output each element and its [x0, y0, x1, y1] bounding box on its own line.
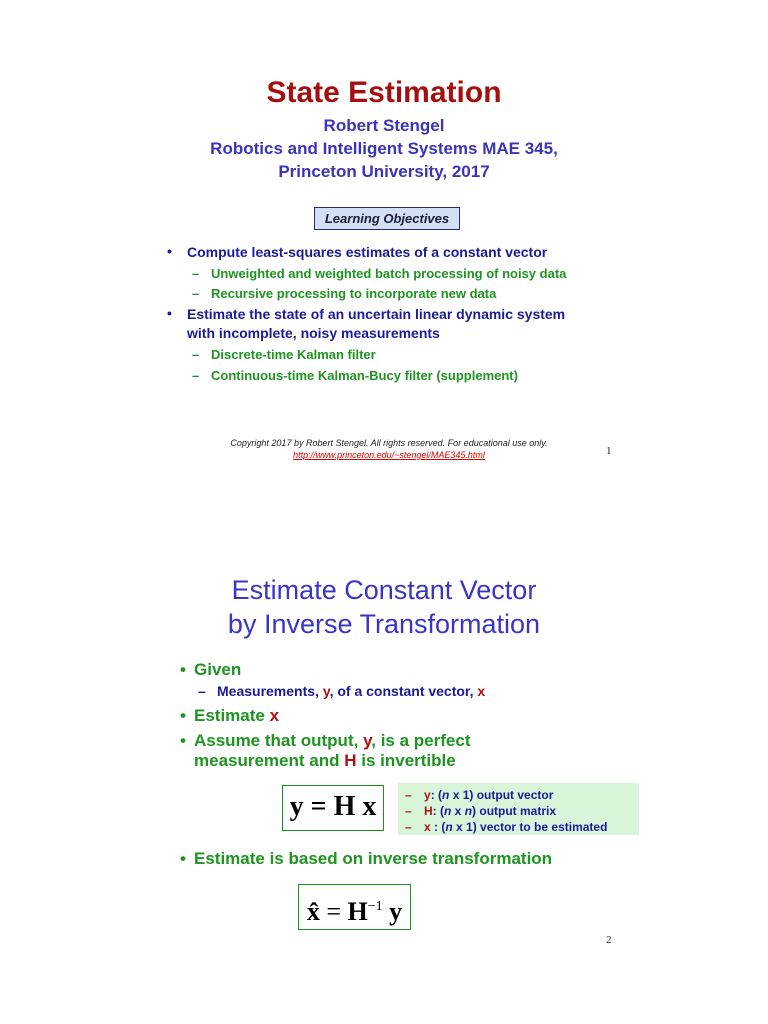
variable-legend: [398, 783, 639, 835]
legend-text: : (: [432, 804, 444, 818]
legend-dim: n: [444, 804, 452, 818]
measurements-line: [198, 683, 486, 699]
page-number-1: 1: [606, 445, 612, 457]
equation-y-equals-hx: y = H x: [282, 785, 384, 831]
objective-2-sub-1-text: Discrete-time Kalman filter: [211, 347, 376, 362]
assume-bullet: [180, 731, 471, 751]
objective-bullet-2: [167, 305, 566, 324]
legend-text: : (: [430, 788, 443, 802]
equation-H: H: [347, 897, 368, 926]
assume-line2: [194, 751, 456, 771]
objective-2-sub-2: [192, 366, 518, 385]
objective-1-text: Compute least-squares estimates of a constant vector: [187, 244, 548, 260]
measurements-middle: , of a constant vector,: [329, 683, 478, 699]
slide1-title: State Estimation: [266, 76, 502, 109]
objective-bullet-1: [167, 243, 548, 262]
measurements-x: x: [477, 683, 486, 699]
objective-bullet-2-line2: with incomplete, noisy measurements: [187, 325, 440, 341]
assume-y: y: [363, 731, 372, 750]
legend-text: x 1) output vector: [449, 788, 554, 802]
legend-text: x 1) vector to be estimated: [452, 820, 608, 834]
objective-1-sub-2-text: Recursive processing to incorporate new data: [211, 286, 497, 301]
sub-dash: –: [192, 266, 200, 281]
course-name: Robotics and Intelligent Systems MAE 345,: [210, 139, 558, 158]
copyright-notice: Copyright 2017 by Robert Stengel. All rights reserved. For educational use only.: [230, 438, 548, 448]
course-url-link[interactable]: http://www.princeton.edu/~stengel/MAE345.html: [293, 450, 485, 460]
assume-line2-suffix: is invertible: [356, 751, 456, 770]
bullet-dot: •: [180, 660, 186, 679]
equation-equals: =: [319, 897, 348, 926]
legend-text: : (: [430, 820, 446, 834]
page-number-2: 2: [606, 934, 612, 946]
legend-text: x: [451, 804, 465, 818]
equation-exponent: −1: [367, 899, 383, 914]
author-name: Robert Stengel: [323, 116, 445, 135]
legend-dim: n: [464, 804, 473, 818]
legend-dim: n: [445, 820, 453, 834]
legend-row-H: [405, 803, 639, 819]
assume-prefix: Assume that output,: [194, 731, 364, 750]
bullet-dot: •: [167, 243, 172, 259]
learning-objectives-label: Learning Objectives: [314, 207, 460, 230]
legend-dim: n: [442, 788, 450, 802]
legend-sym-y: y: [424, 788, 431, 802]
equation-xhat-inverse: [298, 884, 411, 930]
assume-H: H: [344, 751, 357, 770]
equation-xhat: x̂: [306, 897, 320, 926]
sub-dash: –: [192, 286, 200, 301]
sub-dash: –: [192, 347, 200, 362]
estimate-prefix: Estimate: [194, 706, 270, 725]
legend-dash: –: [405, 788, 412, 802]
bullet-dot: •: [180, 706, 186, 725]
legend-dash: –: [405, 804, 412, 818]
estimate-x: x: [269, 706, 280, 725]
assume-line2-prefix: measurement and: [194, 751, 345, 770]
objective-1-sub-1-text: Unweighted and weighted batch processing of noisy data: [211, 266, 567, 281]
inverse-bullet-text: Estimate is based on inverse transformation: [194, 849, 553, 868]
estimate-bullet: [180, 706, 280, 726]
bullet-dot: •: [180, 849, 186, 868]
sub-dash: –: [198, 683, 206, 699]
bullet-dot: •: [180, 731, 186, 750]
legend-row-y: [405, 787, 639, 803]
slide2-title-line1: Estimate Constant Vector: [231, 575, 537, 605]
objective-1-sub-1: [192, 264, 567, 283]
legend-text: ) output matrix: [472, 804, 557, 818]
legend-sym-x: x: [424, 820, 431, 834]
objective-2-sub-2-text: Continuous-time Kalman-Bucy filter (supplement): [211, 368, 518, 383]
assume-suffix: , is a perfect: [371, 731, 471, 750]
given-bullet: [180, 660, 242, 680]
sub-dash: –: [192, 368, 200, 383]
institution-year: Princeton University, 2017: [278, 162, 490, 181]
bullet-dot: •: [167, 305, 172, 321]
equation-y: y: [382, 897, 403, 926]
given-label: Given: [194, 660, 242, 679]
objective-1-sub-2: [192, 284, 497, 303]
legend-dash: –: [405, 820, 412, 834]
legend-sym-H: H: [424, 804, 433, 818]
objective-2-sub-1: [192, 345, 376, 364]
measurements-prefix: Measurements,: [217, 683, 323, 699]
measurements-y: y: [322, 683, 330, 699]
legend-row-x: [405, 819, 639, 835]
slide2-title-line2: by Inverse Transformation: [227, 609, 541, 639]
inverse-bullet: [180, 849, 553, 869]
objective-2-text: Estimate the state of an uncertain linear dynamic system: [187, 306, 566, 322]
